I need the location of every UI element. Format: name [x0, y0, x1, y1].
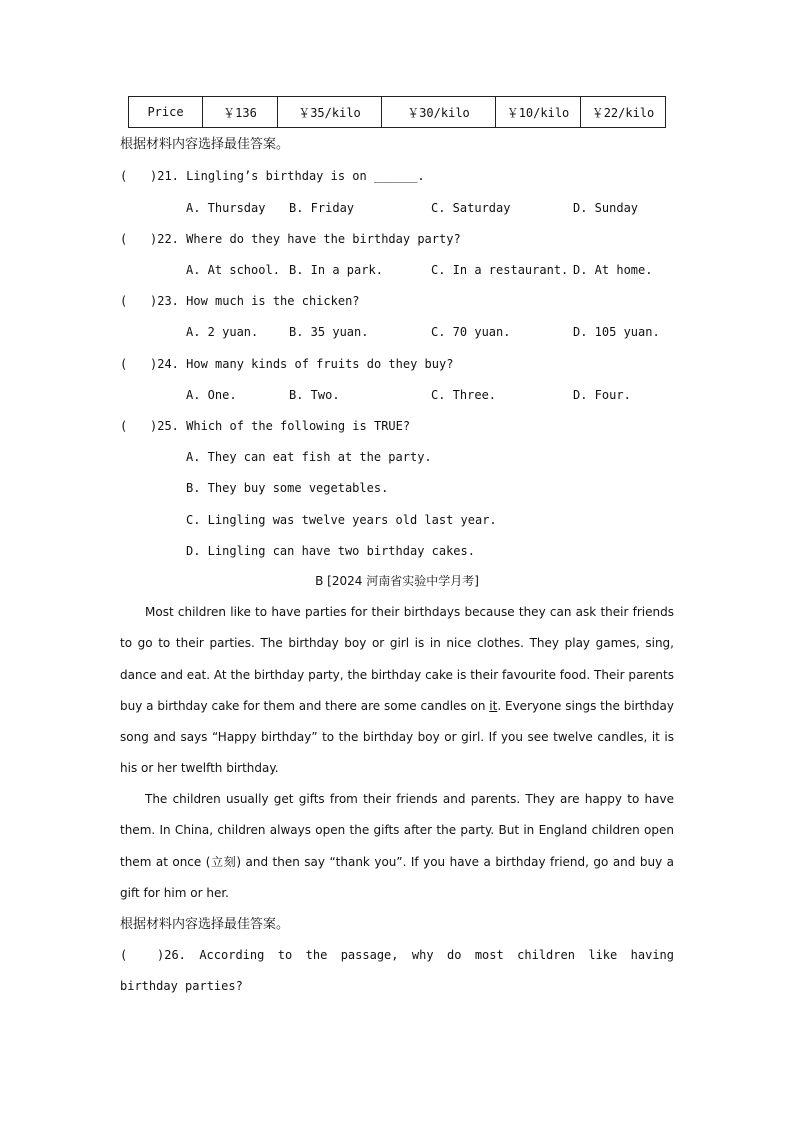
option-b: B. They buy some vegetables.	[186, 481, 389, 495]
option-a: A. They can eat fish at the party.	[186, 450, 432, 464]
answer-blank[interactable]: (	[120, 357, 128, 371]
price-cell: ￥10/kilo	[496, 97, 581, 128]
option-d: D. 105 yuan.	[573, 325, 660, 339]
answer-blank[interactable]: (	[120, 232, 128, 246]
underlined-word: it	[489, 698, 498, 713]
price-table	[128, 96, 666, 128]
price-cell: ￥22/kilo	[581, 97, 666, 128]
option-d: D. At home.	[573, 263, 653, 277]
price-cell: ￥136	[203, 97, 278, 128]
option-a: A. 2 yuan.	[186, 325, 259, 339]
option-c: C. In a restaurant.	[431, 263, 569, 277]
option-b: B. Friday	[289, 201, 355, 215]
option-a: A. Thursday	[186, 201, 266, 215]
option-c: C. Saturday	[431, 201, 511, 215]
option-a: A. At school.	[186, 263, 280, 277]
passage-paragraph-1: Most children like to have parties for their birthdays because they can ask their friends to go to their parties. The birthday boy or girl is in nice clothes. They play games, sing, dance and eat. At the birthday party, the birthday cake is their favourite food. Their parents buy a birthday cake for them and there are some candles on it. Everyone sings the birthday song and says “Happy birthday” to the birthday boy or girl. If you see twelve candles, it is his or her twelfth birthday.	[120, 605, 674, 776]
option-b: B. In a park.	[289, 263, 383, 277]
option-b: B. 35 yuan.	[289, 325, 369, 339]
option-c: C. 70 yuan.	[431, 325, 511, 339]
question-25: ( )25. Which of the following is TRUE?	[120, 419, 411, 433]
passage-paragraph-2: The children usually get gifts from their friends and parents. They are happy to have them. In China, children always open the gifts after the party. But in England children open them at once (立刻) and then say “thank you”. If you have a birthday friend, go and buy a gift for him or her.	[120, 792, 674, 900]
price-row	[129, 97, 666, 128]
answer-blank[interactable]: (	[120, 948, 128, 962]
option-c: C. Lingling was twelve years old last year.	[186, 513, 497, 527]
price-cell: ￥30/kilo	[382, 97, 496, 128]
instruction-text: 根据材料内容选择最佳答案。	[120, 137, 290, 152]
option-a: A. One.	[186, 388, 237, 402]
question-21: ( )21. Lingling’s birthday is on ______.	[120, 169, 425, 183]
option-d: D. Sunday	[573, 201, 639, 215]
answer-blank[interactable]: (	[120, 169, 128, 183]
question-24: ( )24. How many kinds of fruits do they buy?	[120, 357, 454, 371]
question-26: ( )26. According to the passage, why do most children like having birthday parties?	[120, 940, 674, 1003]
instruction-text-2: 根据材料内容选择最佳答案。	[120, 917, 290, 932]
answer-blank[interactable]: (	[120, 419, 128, 433]
option-d: D. Lingling can have two birthday cakes.	[186, 544, 475, 558]
answer-blank[interactable]: (	[120, 294, 128, 308]
option-b: B. Two.	[289, 388, 340, 402]
question-22: ( )22. Where do they have the birthday party?	[120, 232, 461, 246]
price-header-cell: Price	[129, 97, 203, 128]
option-c: C. Three.	[431, 388, 497, 402]
option-d: D. Four.	[573, 388, 631, 402]
price-cell: ￥35/kilo	[278, 97, 382, 128]
question-23: ( )23. How much is the chicken?	[120, 294, 360, 308]
section-b-title: B [2024 河南省实验中学月考]	[315, 574, 479, 588]
